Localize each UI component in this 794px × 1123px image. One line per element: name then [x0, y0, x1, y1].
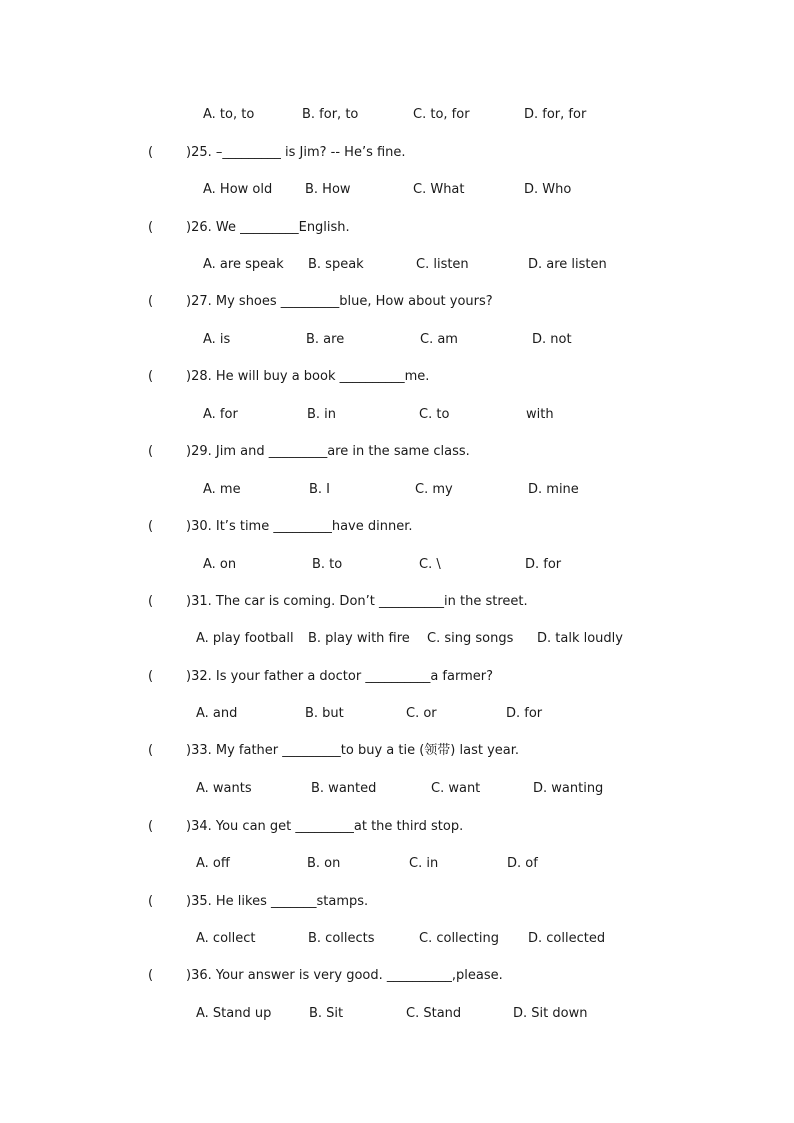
question-stem: )36. Your answer is very good. __________,please.: [186, 968, 503, 983]
option-c: C. my: [415, 482, 453, 497]
question-stem: )32. Is your father a doctor __________a farmer?: [186, 669, 493, 684]
option-b: B. play with fire: [308, 631, 410, 646]
option-b: B. are: [306, 332, 345, 347]
option-d: with: [526, 407, 554, 422]
option-c: C. Stand: [406, 1006, 462, 1021]
option-a: A. Stand up: [196, 1006, 272, 1021]
option-b: B. but: [305, 706, 344, 721]
option-b: B. Sit: [309, 1006, 344, 1021]
question-stem: )29. Jim and _________are in the same class.: [186, 444, 470, 459]
option-c: C. or: [406, 706, 437, 721]
question-stem: )25. –_________ is Jim? -- He’s fine.: [186, 145, 406, 160]
option-b: B. speak: [308, 257, 364, 272]
question-stem: )35. He likes _______stamps.: [186, 894, 369, 909]
option-a: A. collect: [196, 931, 256, 946]
option-d: D. of: [507, 856, 538, 871]
option-b: B. for, to: [302, 107, 359, 122]
option-b: B. wanted: [311, 781, 377, 796]
option-b: B. to: [312, 557, 343, 572]
option-c: C. in: [409, 856, 439, 871]
option-a: A. is: [203, 332, 231, 347]
option-d: D. for, for: [524, 107, 587, 122]
option-a: A. How old: [203, 182, 273, 197]
answer-paren[interactable]: (: [148, 444, 154, 459]
option-a: A. on: [203, 557, 237, 572]
option-d: D. wanting: [533, 781, 604, 796]
option-d: D. are listen: [528, 257, 607, 272]
option-a: A. for: [203, 407, 238, 422]
answer-paren[interactable]: (: [148, 819, 154, 834]
option-a: A. me: [203, 482, 241, 497]
question-stem: )28. He will buy a book __________me.: [186, 369, 430, 384]
question-stem: )33. My father _________to buy a tie (领带) last year.: [186, 743, 520, 758]
answer-paren[interactable]: (: [148, 894, 154, 909]
option-b: B. I: [309, 482, 331, 497]
option-d: D. for: [506, 706, 543, 721]
option-d: D. Sit down: [513, 1006, 588, 1021]
option-d: D. collected: [528, 931, 606, 946]
answer-paren[interactable]: (: [148, 145, 154, 160]
question-stem: )34. You can get _________at the third stop.: [186, 819, 464, 834]
option-d: D. not: [532, 332, 572, 347]
option-b: B. How: [305, 182, 351, 197]
question-stem: )26. We _________English.: [186, 220, 350, 235]
option-d: D. for: [525, 557, 562, 572]
option-c: C. sing songs: [427, 631, 514, 646]
option-d: D. mine: [528, 482, 579, 497]
option-b: B. in: [307, 407, 337, 422]
option-d: D. talk loudly: [537, 631, 623, 646]
option-b: B. collects: [308, 931, 375, 946]
option-c: C. want: [431, 781, 481, 796]
option-a: A. play football: [196, 631, 294, 646]
option-a: A. off: [196, 856, 230, 871]
answer-paren[interactable]: (: [148, 968, 154, 983]
answer-paren[interactable]: (: [148, 669, 154, 684]
answer-paren[interactable]: (: [148, 369, 154, 384]
option-c: C. \: [419, 557, 441, 572]
option-a: A. wants: [196, 781, 252, 796]
answer-paren[interactable]: (: [148, 294, 154, 309]
option-b: B. on: [307, 856, 341, 871]
answer-paren[interactable]: (: [148, 519, 154, 534]
option-c: C. What: [413, 182, 465, 197]
option-a: A. to, to: [203, 107, 255, 122]
answer-paren[interactable]: (: [148, 220, 154, 235]
option-a: A. and: [196, 706, 238, 721]
option-c: C. listen: [416, 257, 469, 272]
answer-paren[interactable]: (: [148, 743, 154, 758]
option-d: D. Who: [524, 182, 572, 197]
option-a: A. are speak: [203, 257, 284, 272]
question-stem: )27. My shoes _________blue, How about yours?: [186, 294, 493, 309]
option-c: C. to, for: [413, 107, 470, 122]
option-c: C. collecting: [419, 931, 500, 946]
option-c: C. to: [419, 407, 450, 422]
question-stem: )31. The car is coming. Don’t __________in the street.: [186, 594, 528, 609]
answer-paren[interactable]: (: [148, 594, 154, 609]
question-stem: )30. It’s time _________have dinner.: [186, 519, 413, 534]
option-c: C. am: [420, 332, 458, 347]
